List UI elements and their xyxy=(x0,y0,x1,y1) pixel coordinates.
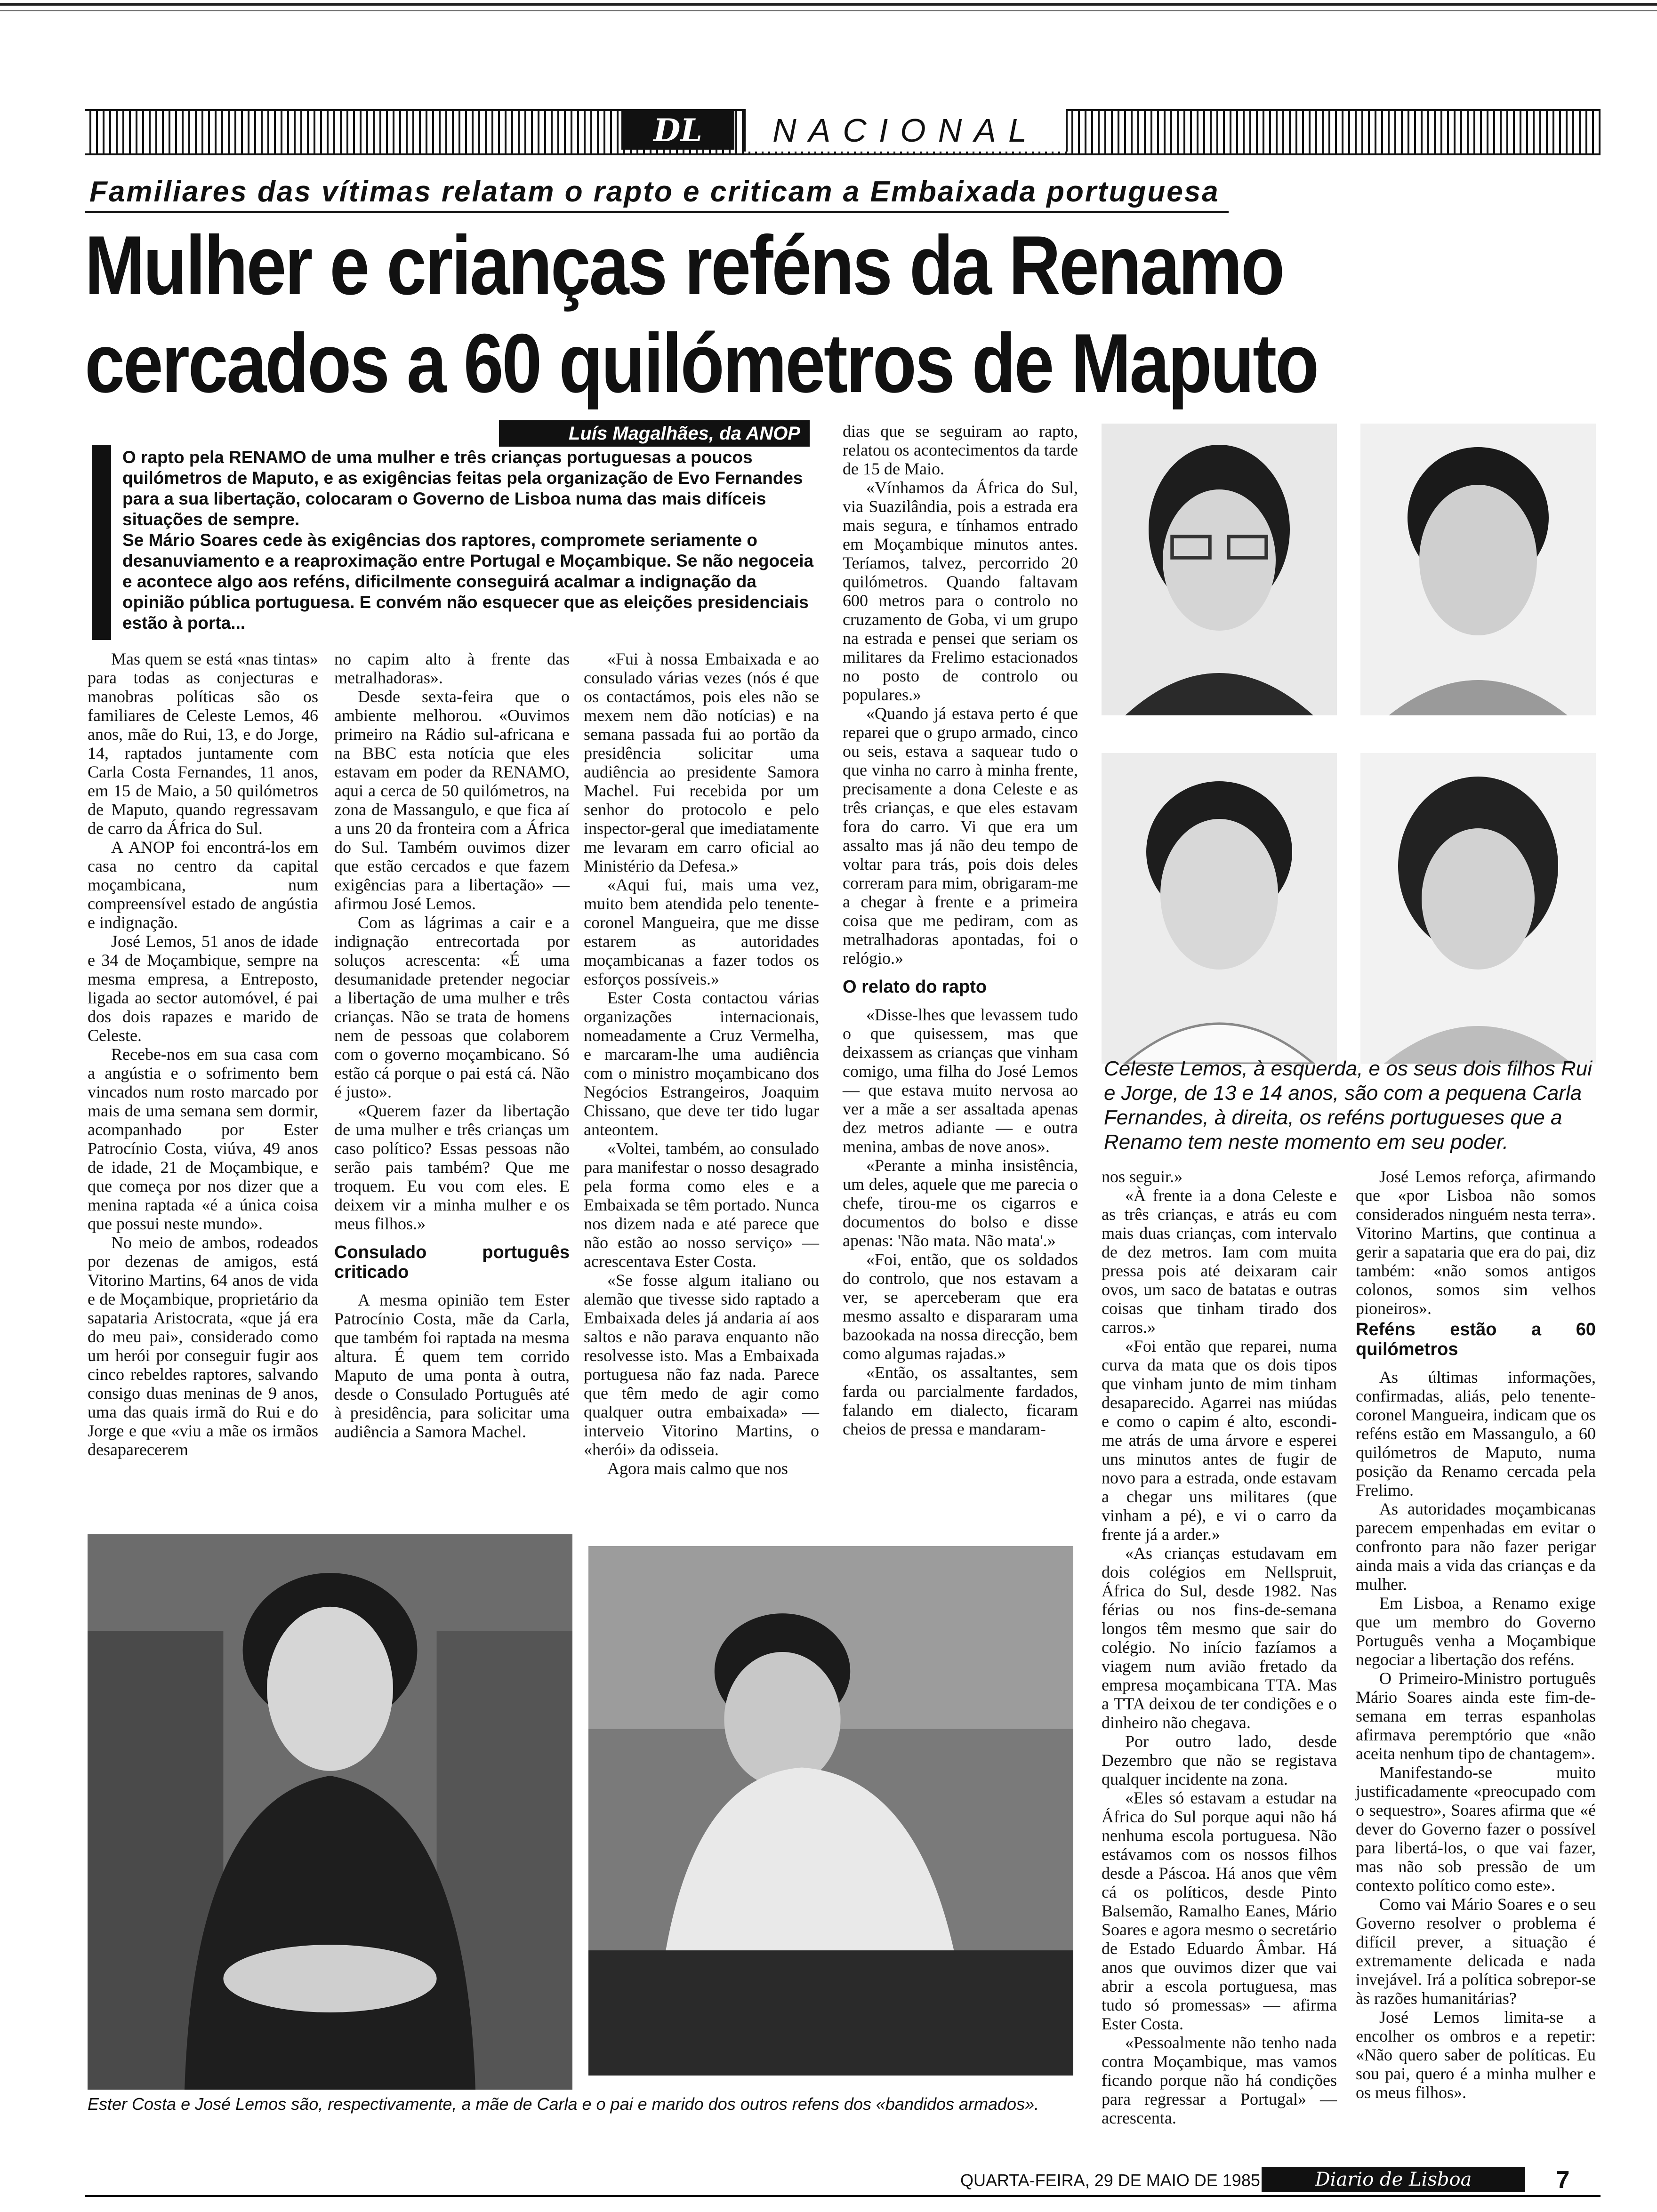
article-column-2 xyxy=(334,649,570,1441)
subheading-refens: Reféns estão a 60 quilómetros xyxy=(1356,1320,1596,1359)
top-rule xyxy=(0,3,1657,6)
paragraph: «Foi então que reparei, numa curva da mata que os dois tipos que vinham junto de mim tinham desaparecido. Agarrei nas miúdas e como o capim é alto, escondi-me atrás de uma árvore e esperei uns minutos antes de fugir de novo para a estrada, onde estavam a chegar uns militares (que vinham a pé), e vi o carro da frente já a arder.» xyxy=(1102,1337,1337,1544)
headline-line-2: cercados a 60 quilómetros de Maputo xyxy=(85,316,1318,410)
paragraph: nos seguir.» xyxy=(1102,1167,1183,1186)
dl-logo: DL xyxy=(621,111,734,150)
article-column-6 xyxy=(1356,1167,1596,2102)
subheading-relato: O relato do rapto xyxy=(843,977,987,997)
paragraph: No meio de ambos, rodeados por dezenas de amigos, está Vitorino Martins, 64 anos de vida e de Moçambique, proprietário da sapataria Aristocrata, «que já era do meu pai», considerado como um herói por conseguir fugir aos cinco rebeldes raptores, salvando consigo duas meninas de 9 anos, uma das quais irmã do Rui e do Jorge e que «viu a mãe os irmãos desaparecerem xyxy=(88,1233,318,1459)
paragraph: Manifestando-se muito justificadamente «preocupado com o sequestro», Soares afirma que «é dever do Governo fazer o possível para libertá-los, o que vai fazer, mas não sob pressão de um contexto político como este». xyxy=(1356,1763,1596,1895)
article-column-5 xyxy=(1102,1167,1337,2127)
byline: Luís Magalhães, da ANOP xyxy=(499,420,810,447)
footer-rule xyxy=(85,2195,1601,2197)
paragraph: «Disse-lhes que levassem tudo o que quisessem, mas que deixassem as crianças que vinham comigo, uma filha do José Lemos — que estava muito nervosa ao ver a mãe a ser assaltada apenas dez metros adiante — e outra menina, ambas de nove anos». xyxy=(843,1005,1078,1156)
paragraph: «Aqui fui, mais uma vez, muito bem atendida pelo tenente-coronel Mangueira, que me disse estarem as autoridades moçambicanas a fazer todos os esforços possíveis.» xyxy=(584,875,819,988)
paragraph: A mesma opinião tem Ester Patrocínio Costa, mãe da Carla, que também foi raptada na mesma altura. É quem tem corrido Maputo de uma ponta à outra, desde o Consulado Português até à presidência, para solicitar uma audiência a Samora Machel. xyxy=(334,1290,570,1441)
photo-ester-costa xyxy=(88,1534,572,2090)
bottom-caption: Ester Costa e José Lemos são, respectivamente, a mãe de Carla e o pai e marido dos outros refens dos «bandidos armados». xyxy=(88,2094,1039,2114)
paragraph: «Então, os assaltantes, sem farda ou parcialmente fardados, falando em dialecto, ficaram cheios de pressa e mandaram- xyxy=(843,1363,1078,1438)
paragraph: As últimas informações, confirmadas, aliás, pelo tenente-coronel Mangueira, indicam que os reféns estão em Massangulo, a 60 quilómetros de Maputo, numa posição da Renamo cercada pela Frelimo. xyxy=(1356,1368,1596,1499)
article-column-3 xyxy=(584,649,819,1478)
paragraph: Com as lágrimas a cair e a indignação entrecortada por soluços acrescenta: «É uma desumanidade pretender negociar a libertação de uma mulher e três crianças. Não se trata de homens nem de pessoas que colaborem com o governo moçambicano. Só estão cá porque o pai está cá. Não é justo». xyxy=(334,913,570,1101)
paragraph: dias que se seguiram ao rapto, relatou os acontecimentos da tarde de 15 de Maio. xyxy=(843,422,1078,478)
photo-carla-fernandes xyxy=(1360,753,1596,1064)
lead-bar xyxy=(92,445,111,640)
paragraph: José Lemos reforça, afirmando que «por Lisboa não somos considerados ninguém nesta terra». Vitorino Martins, que continua a gerir a sapataria que era do pai, diz também: «não somos antigos colonos, somos sim velhos pioneiros». xyxy=(1356,1167,1596,1318)
paragraph: José Lemos limita-se a encolher os ombros e a repetir: «Não quero saber de políticas. Eu sou pai, quero é a minha mulher e os meus filhos». xyxy=(1356,2008,1596,2102)
paragraph: «Se fosse algum italiano ou alemão que tivesse sido raptado a Embaixada deles já andaria aí aos saltos e não parava enquanto não resolvesse isto. Mas a Embaixada portuguesa não faz nada. Parece que têm medo de agir como qualquer outra embaixada» — interveio Vitorino Martins, o «herói» da odisseia. xyxy=(584,1271,819,1459)
top-rule-thin xyxy=(0,10,1657,11)
paragraph: «À frente ia a dona Celeste e as três crianças, e atrás eu com mais duas crianças, com intervalo de dez metros. Iam com muita pressa pois até deixaram cair ovos, um saco de batatas e outras coisas que tinham tirado dos carros.» xyxy=(1102,1186,1337,1337)
paragraph: Em Lisboa, a Renamo exige que um membro do Governo Português venha a Moçambique negociar a libertação dos reféns. xyxy=(1356,1594,1596,1669)
paragraph: Como vai Mário Soares e o seu Governo resolver o problema é difícil prever, a situação é extremamente delicada e nada invejável. Irá a política sobrepor-se às razões humanitárias? xyxy=(1356,1895,1596,2008)
paragraph: José Lemos, 51 anos de idade e 34 de Moçambique, sempre na mesma empresa, a Entreposto, ligada ao sector automóvel, é pai dos dois rapazes e marido de Celeste. xyxy=(88,932,318,1045)
photo-caption: Celeste Lemos, à esquerda, e os seus dois filhos Rui e Jorge, de 13 e 14 anos, são com a pequena Carla Fernandes, à direita, os reféns portugueses que a Renamo tem neste momento em seu poder. xyxy=(1104,1057,1593,1154)
paragraph: «Fui à nossa Embaixada e ao consulado várias vezes (nós é que os contactámos, pois eles não se mexem nem dão notícias) e na semana passada fui ao portão da presidência solicitar uma audiência ao presidente Samora Machel. Fui recebida por um senhor do protocolo e pelo inspector-geral que imediatamente me levaram em carro oficial ao Ministério da Defesa.» xyxy=(584,649,819,875)
paragraph: A ANOP foi encontrá-los em casa no centro da capital moçambicana, num compreensível estado de angústia e indignação. xyxy=(88,838,318,932)
photo-celeste-lemos xyxy=(1102,424,1337,715)
photo-jorge-lemos xyxy=(1102,753,1337,1064)
kicker: Familiares das vítimas relatam o rapto e criticam a Embaixada portuguesa xyxy=(89,176,1220,208)
paragraph: Agora mais calmo que nos xyxy=(607,1459,788,1478)
paragraph: «Querem fazer da libertação de uma mulher e três crianças um caso político? Essas pessoas não serão pais também? Que me troquem. Eu vou com eles. E deixem vir a minha mulher e os meus filhos.» xyxy=(334,1101,570,1233)
section-title: NACIONAL xyxy=(744,109,1068,152)
paragraph: Mas quem se está «nas tintas» para todas as conjecturas e manobras políticas são os familiares de Celeste Lemos, 46 anos, mãe do Rui, 13, e do Jorge, 14, raptados juntamente com Carla Costa Fernandes, 11 anos, em 15 de Maio, a 50 quilómetros de Maputo, quando regressavam de carro da África do Sul. xyxy=(88,649,318,838)
headline xyxy=(85,216,1332,412)
paragraph: O Primeiro-Ministro português Mário Soares ainda este fim-de-semana em terras espanholas afirmava peremptório que «não aceita nenhum tipo de chantagem». xyxy=(1356,1669,1596,1763)
lead-paragraph xyxy=(122,447,819,633)
paragraph: As autoridades moçambicanas parecem empenhadas em evitar o confronto para não fazer perigar ainda mais a vida das crianças e da mulher. xyxy=(1356,1499,1596,1594)
kicker-rule xyxy=(85,211,1229,213)
photo-jose-lemos xyxy=(588,1546,1073,2076)
article-column-4 xyxy=(843,422,1078,1438)
paragraph: «Foi, então, que os soldados do controlo, que nos estavam a ver, se aperceberam que era mesmo assalto e dispararam uma bazookada na nossa direcção, bem como algumas rajadas.» xyxy=(843,1250,1078,1363)
paragraph: no capim alto à frente das metralhadoras». xyxy=(334,649,570,687)
headline-line-1: Mulher e crianças reféns da Renamo xyxy=(85,218,1283,312)
paragraph: Desde sexta-feira que o ambiente melhorou. «Ouvimos primeiro na Rádio sul-africana e na BBC esta notícia que eles estavam em poder da RENAMO, aqui a cerca de 50 quilómetros, na zona de Massangulo, e que fica aí a uns 20 da fronteira com a África do Sul. Também ouvimos dizer que estão cercados e que fazem exigências para a libertação» — afirmou José Lemos. xyxy=(334,687,570,913)
paragraph: Recebe-nos em sua casa com a angústia e o sofrimento bem vincados num rosto marcado por mais de uma semana sem dormir, acompanhado por Ester Patrocínio Costa, viúva, 49 anos de idade, 21 de Moçambique, e que começa por nos dizer que a menina raptada «é a única coisa que possui neste mundo». xyxy=(88,1045,318,1233)
issue-date: QUARTA-FEIRA, 29 DE MAIO DE 1985 xyxy=(960,2171,1260,2190)
paragraph: «Voltei, também, ao consulado para manifestar o nosso desagrado pela forma como eles e a Embaixada se têm portado. Nunca nos dizem nada e até parece que não estão ao nosso serviço» — acrescentava Ester Costa. xyxy=(584,1139,819,1271)
masthead-logo: Diario de Lisboa xyxy=(1262,2167,1525,2192)
article-column-1 xyxy=(88,649,318,1459)
page-number: 7 xyxy=(1556,2166,1570,2194)
lead-p2: Se Mário Soares cede às exigências dos raptores, compromete seriamente o desanuviamento e a reaproximação entre Portugal e Moçambique. Se não negoceia e acontece algo aos reféns, dificilmente conseguirá acalmar a indignação da opinião pública portuguesa. E convém não esquecer que as eleições presidenciais estão à porta... xyxy=(122,530,814,633)
paragraph: «Perante a minha insistência, um deles, aquele que me parecia o chefe, tirou-me os cigarros e documentos do bolso e disse apenas: 'Não mata. Não mata'.» xyxy=(843,1156,1078,1250)
lead-p1: O rapto pela RENAMO de uma mulher e três crianças portuguesas a poucos quilómetros de Maputo, e as exigências feitas pela organização de Evo Fernandes para a sua libertação, colocaram o Governo de Lisboa numa das mais difíceis situações de sempre. xyxy=(122,448,803,529)
paragraph: «As crianças estudavam em dois colégios em Nellspruit, África do Sul, desde 1982. Nas férias ou nos fins-de-semana longos têm mesmo que sair do colégio. No início fazíamos a viagem num avião fretado da empresa moçambicana TTA. Mas a TTA deixou de ter condições e o dinheiro não chegava. xyxy=(1102,1544,1337,1732)
paragraph: «Eles só estavam a estudar na África do Sul porque aqui não há nenhuma escola portuguesa. Não estávamos com os nossos filhos desde a Páscoa. Há anos que vêm cá os políticos, desde Pinto Balsemão, Ramalho Eanes, Mário Soares e agora mesmo o secretário de Estado Eduardo Âmbar. Há anos que ouvimos dizer que vai abrir a escola portuguesa, mas tudo só promessas» — afirma Ester Costa. xyxy=(1102,1788,1337,2033)
paragraph: «Quando já estava perto é que reparei que o grupo armado, cinco ou seis, estava a saquear tudo o que vinha no carro à minha frente, precisamente a dona Celeste e as três crianças, e que eles estavam fora do carro. Vi que era um assalto mas já não deu tempo de voltar para trás, pois dois deles correram para mim, obrigaram-me a chegar à frente e a primeira coisa que me pediram, com as metralhadoras apontadas, foi o relógio.» xyxy=(843,704,1078,968)
paragraph: «Vínhamos da África do Sul, via Suazilândia, pois a estrada era mais segura, e tínhamos entrado em Moçambique minutos antes. Teríamos, talvez, percorrido 20 quilómetros. Quando faltavam 600 metros para o controlo no cruzamento de Goba, vi um grupo na estrada e pensei que seriam os militares da Frelimo estacionados no posto de controlo ou populares.» xyxy=(843,478,1078,704)
paragraph: Por outro lado, desde Dezembro que não se registava qualquer incidente na zona. xyxy=(1102,1732,1337,1788)
photo-rui-lemos xyxy=(1360,424,1596,715)
paragraph: «Pessoalmente não tenho nada contra Moçambique, mas vamos ficando porque não há condições para regressar a Portugal» — acrescenta. xyxy=(1102,2033,1337,2127)
paragraph: Ester Costa contactou várias organizações internacionais, nomeadamente a Cruz Vermelha, e marcaram-lhe uma audiência com o ministro moçambicano dos Negócios Estrangeiros, Joaquim Chissano, que deve ter tido lugar anteontem. xyxy=(584,988,819,1139)
subheading-consulado: Consulado português criticado xyxy=(334,1242,570,1282)
